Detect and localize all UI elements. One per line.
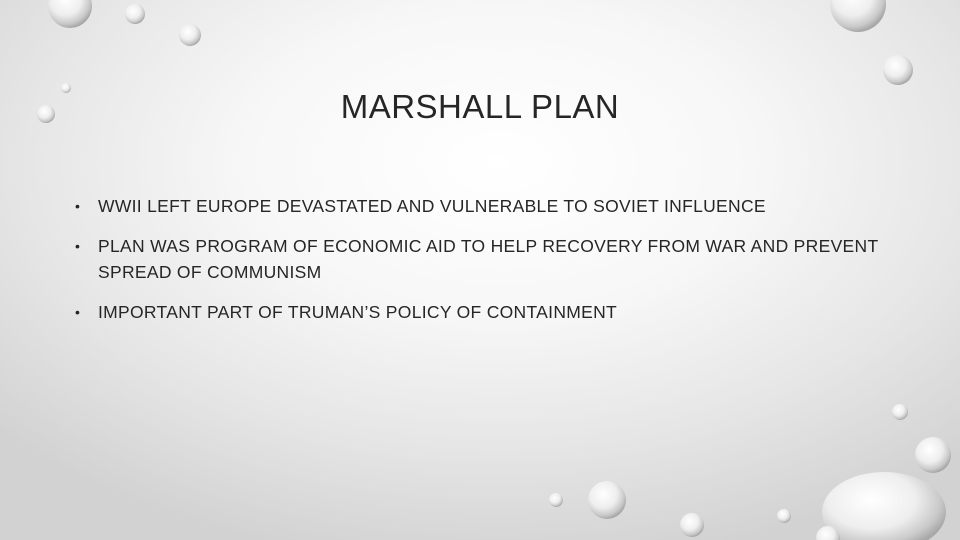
slide-title-text: MARSHALL PLAN [340, 88, 620, 125]
bullet-item [75, 193, 895, 219]
bullet-text: PLAN WAS PROGRAM OF ECONOMIC AID TO HELP RECOVERY FROM WAR AND PREVENT SPREAD OF COMMUNISM [98, 236, 879, 282]
bullet-icon: • [75, 304, 81, 320]
droplet [48, 0, 92, 28]
droplet [822, 472, 946, 540]
bullet-icon: • [75, 198, 81, 214]
droplet-group-bottom [549, 404, 951, 540]
droplet [588, 481, 626, 519]
droplet [179, 24, 201, 46]
droplet [549, 493, 563, 507]
droplet [883, 55, 913, 85]
bullet-text: IMPORTANT PART OF TRUMAN’S POLICY OF CONTAINMENT [98, 302, 618, 322]
droplet [125, 4, 145, 24]
droplet [892, 404, 908, 420]
droplet-group-top-right [830, 0, 913, 85]
bullet-item [75, 233, 895, 285]
bullet-icon: • [75, 238, 81, 254]
slide-title [0, 88, 960, 126]
bullet-text: WWII LEFT EUROPE DEVASTATED AND VULNERABLE TO SOVIET INFLUENCE [98, 196, 766, 216]
bullet-list [75, 193, 895, 339]
droplet [915, 437, 951, 473]
bullet-item [75, 299, 895, 325]
droplet [830, 0, 886, 32]
droplet [777, 509, 791, 523]
droplet [680, 513, 704, 537]
